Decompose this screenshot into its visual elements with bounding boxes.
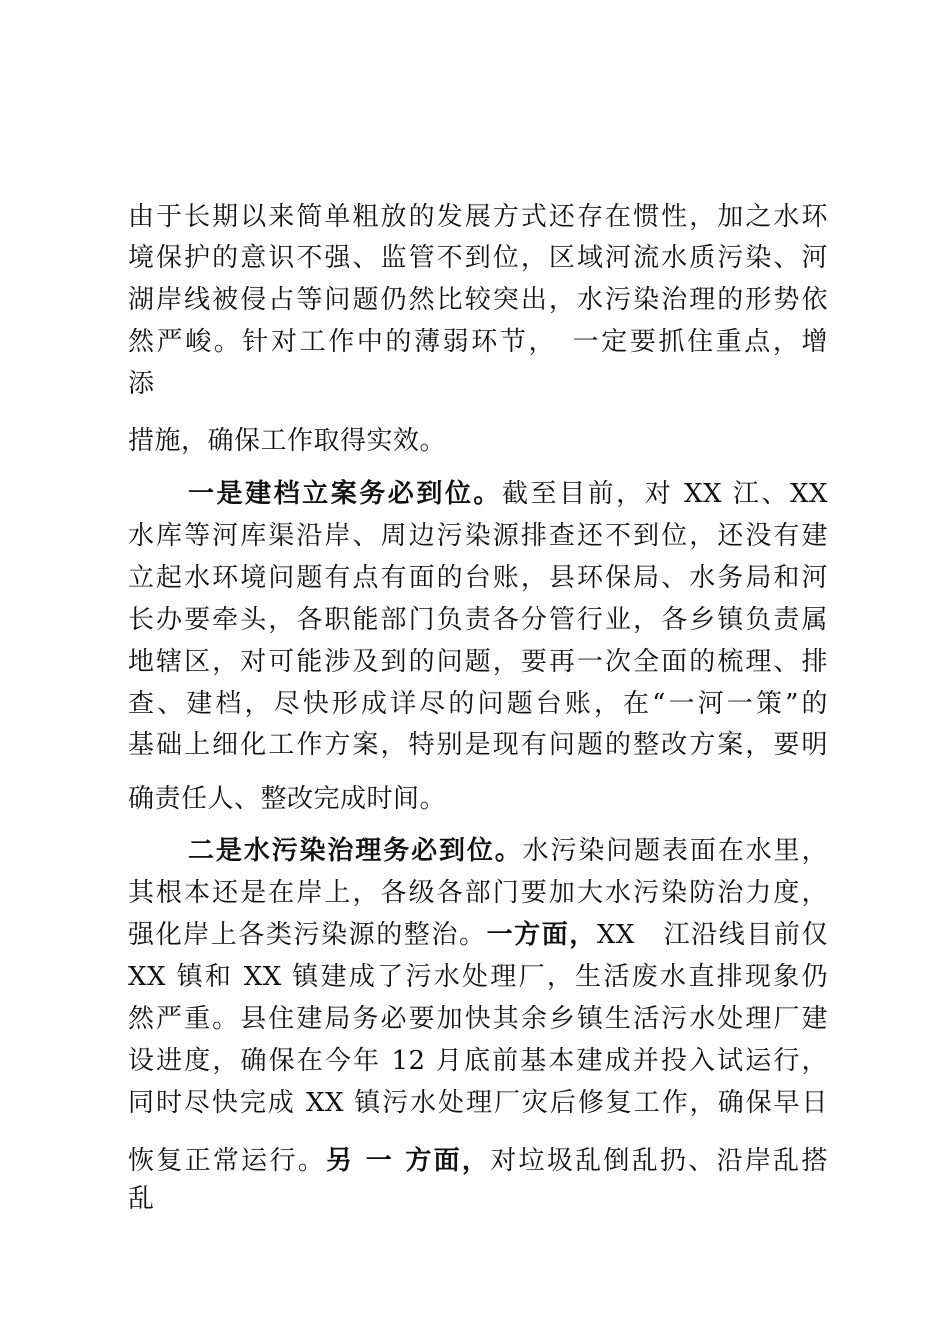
text-line: 乱 bbox=[128, 1184, 155, 1214]
text-line: 然严峻。针对工作中的薄弱环节， 一定要抓住重点，增 bbox=[128, 327, 828, 357]
text-line: 立起水环境问题有点有面的台账，县环保局、水务局和河 bbox=[128, 563, 828, 593]
text-run: 强化岸上各类污染源的整治。 bbox=[128, 920, 487, 950]
paragraph-first-line bbox=[188, 478, 828, 510]
text-line: 由于长期以来简单粗放的发展方式还存在惯性，加之水环 bbox=[128, 202, 828, 232]
section-heading-2: 二是水污染治理务必到位。 bbox=[188, 836, 523, 866]
text-run: 截至目前，对 XX 江、XX bbox=[501, 479, 828, 509]
text-line: 其根本还是在岸上，各级各部门要加大水污染防治力度， bbox=[128, 878, 828, 908]
one-side-heading: 一方面， bbox=[486, 920, 597, 950]
text-line: 查、建档，尽快形成详尽的问题台账，在“一河一策”的 bbox=[128, 689, 828, 719]
section-heading-1: 一是建档立案务必到位。 bbox=[188, 479, 502, 509]
text-line: 水库等河库渠沿岸、周边污染源排查还不到位，还没有建 bbox=[128, 521, 828, 551]
text-run: 恢复正常运行。 bbox=[128, 1146, 327, 1176]
text-line bbox=[128, 919, 828, 951]
text-line bbox=[128, 1145, 828, 1177]
text-line: 基础上细化工作方案，特别是现有问题的整改方案，要明 bbox=[128, 730, 828, 760]
text-line: XX 镇和 XX 镇建成了污水处理厂，生活废水直排现象仍 bbox=[128, 962, 828, 992]
text-line: 措施，确保工作取得实效。 bbox=[128, 426, 447, 456]
text-run: 水污染问题表面在水里， bbox=[522, 836, 828, 866]
text-line: 地辖区，对可能涉及到的问题，要再一次全面的梳理、排 bbox=[128, 647, 828, 677]
text-run: XX 江沿线目前仅 bbox=[596, 920, 828, 950]
paragraph-first-line bbox=[188, 835, 828, 867]
text-line: 然严重。县住建局务必要加快其余乡镇生活污水处理厂建 bbox=[128, 1004, 828, 1034]
text-line: 长办要牵头，各职能部门负责各分管行业，各乡镇负责属 bbox=[128, 605, 828, 635]
text-line: 同时尽快完成 XX 镇污水处理厂灾后修复工作，确保早日 bbox=[128, 1088, 828, 1118]
text-line: 设进度，确保在今年 12 月底前基本建成并投入试运行， bbox=[128, 1046, 828, 1076]
text-line: 境保护的意识不强、监管不到位，区域河流水质污染、河 bbox=[128, 243, 828, 273]
text-line: 添 bbox=[128, 369, 155, 399]
text-line: 确责任人、整改完成时间。 bbox=[128, 784, 447, 814]
text-line: 湖岸线被侵占等问题仍然比较突出，水污染治理的形势依 bbox=[128, 285, 828, 315]
other-side-heading: 另 一 方面， bbox=[326, 1146, 491, 1176]
text-run: 对垃圾乱倒乱扔、沿岸乱搭 bbox=[490, 1146, 828, 1176]
